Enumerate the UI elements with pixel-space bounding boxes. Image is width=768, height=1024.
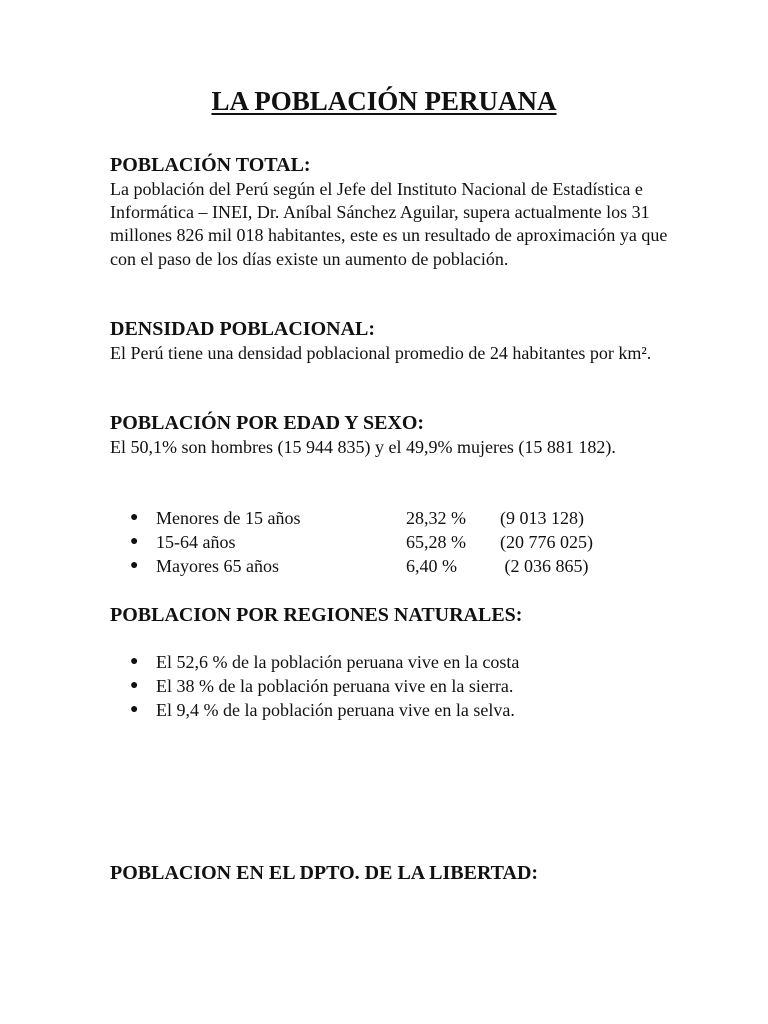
list-item <box>130 674 690 698</box>
age-group-count: (9 013 128) <box>500 508 584 528</box>
list-item <box>130 698 690 722</box>
section-body-edad: El 50,1% son hombres (15 944 835) y el 49,9% mujeres (15 881 182). <box>110 437 616 457</box>
age-group-percent: 28,32 % <box>406 508 466 528</box>
age-group-label: 15-64 años <box>156 532 236 552</box>
age-group-label: Mayores 65 años <box>156 556 279 576</box>
list-item <box>130 554 650 578</box>
age-group-label: Menores de 15 años <box>156 508 301 528</box>
section-body-densidad: El Perú tiene una densidad poblacional promedio de 24 habitantes por km². <box>110 343 652 363</box>
age-group-list <box>130 506 650 578</box>
bullet-icon: ● <box>130 654 139 669</box>
section-heading-edad: POBLACIÓN POR EDAD Y SEXO: <box>110 412 425 434</box>
bullet-icon: ● <box>130 558 139 573</box>
age-group-count: (2 036 865) <box>500 556 589 576</box>
section-heading-libertad: POBLACION EN EL DPTO. DE LA LIBERTAD: <box>110 862 539 884</box>
age-group-percent: 6,40 % <box>406 556 457 576</box>
bullet-icon: ● <box>130 534 139 549</box>
section-poblacion-total <box>110 152 670 271</box>
section-edad-sexo <box>110 410 670 459</box>
region-item-text: El 9,4 % de la población peruana vive en la selva. <box>156 700 515 720</box>
list-item <box>130 506 650 530</box>
age-group-percent: 65,28 % <box>406 532 466 552</box>
section-body-total: La población del Perú según el Jefe del Instituto Nacional de Estadística e Informática – INEI, Dr. Aníbal Sánchez Aguilar, supera actualmente los 31 millones 826 mil 018 habitantes, este es un resultado de aproximación ya que con el paso de los días existe un aumento de población. <box>110 179 668 269</box>
section-regiones <box>110 602 670 628</box>
list-item <box>130 650 690 674</box>
document-title: LA POBLACIÓN PERUANA <box>211 86 557 116</box>
section-libertad <box>110 860 670 886</box>
region-list <box>130 650 690 722</box>
section-densidad <box>110 316 670 365</box>
region-item-text: El 38 % de la población peruana vive en la sierra. <box>156 676 514 696</box>
bullet-icon: ● <box>130 702 139 717</box>
bullet-icon: ● <box>130 510 139 525</box>
age-group-count: (20 776 025) <box>500 532 593 552</box>
list-item <box>130 530 650 554</box>
section-heading-total: POBLACIÓN TOTAL: <box>110 154 311 176</box>
bullet-icon: ● <box>130 678 139 693</box>
section-heading-densidad: DENSIDAD POBLACIONAL: <box>110 318 376 340</box>
region-item-text: El 52,6 % de la población peruana vive en la costa <box>156 652 520 672</box>
section-heading-regiones: POBLACION POR REGIONES NATURALES: <box>110 604 523 626</box>
